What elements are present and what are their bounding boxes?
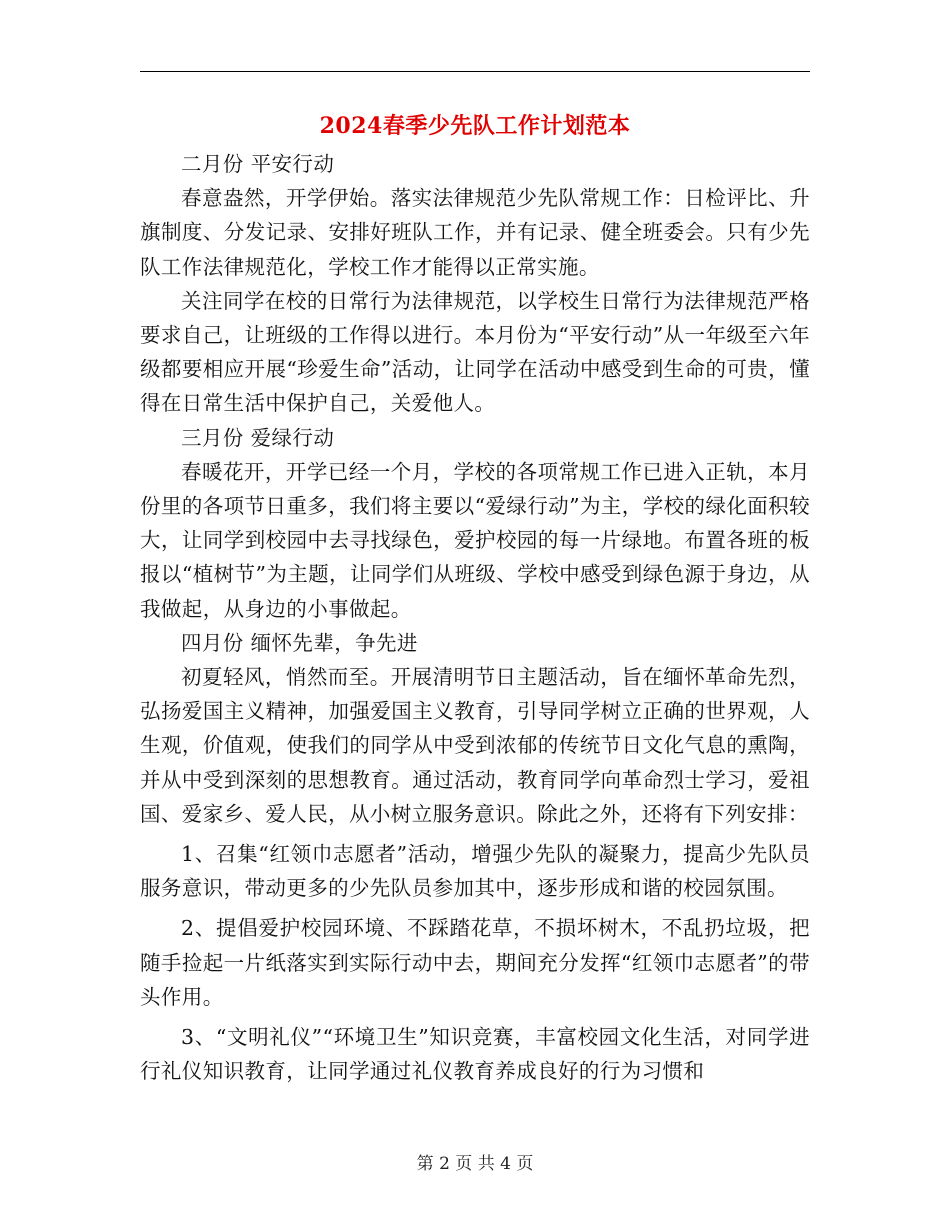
header-rule	[140, 71, 810, 72]
section-heading-march: 三月份 爱绿行动	[181, 425, 335, 450]
page-number-footer: 第 2 页 共 4 页	[416, 1154, 534, 1174]
document-body	[140, 147, 810, 1088]
paragraph: 春暖花开，开学已经一个月，学校的各项常规工作已进入正轨，本月份里的各项节日重多，我们将主要以“爱绿行动”为主，学校的绿化面积较大，让同学到校园中去寻找绿色，爱护校园的每一片绿地。布置各班的板报以“植树节”为主题，让同学们从班级、学校中感受到绿色源于身边，从我做起，从身边的小事做起。	[140, 459, 810, 621]
section-heading-april: 四月份 缅怀先辈，争先进	[181, 630, 418, 655]
paragraph: 春意盎然，开学伊始。落实法律规范少先队常规工作：日检评比、升旗制度、分发记录、安排好班队工作，并有记录、健全班委会。只有少先队工作法律规范化，学校工作才能得以正常实施。	[140, 186, 810, 279]
list-item: 2、提倡爱护校园环境、不踩踏花草，不损坏树木，不乱扔垃圾，把随手捡起一片纸落实到实际行动中去，期间充分发挥“红领巾志愿者”的带头作用。	[140, 916, 810, 1009]
section-heading-february: 二月份 平安行动	[181, 152, 335, 176]
list-item: 3、“文明礼仪”“环境卫生”知识竞赛，丰富校园文化生活，对同学进行礼仪知识教育，让同学通过礼仪教育养成良好的行为习惯和	[140, 1025, 810, 1084]
paragraph: 初夏轻风，悄然而至。开展清明节日主题活动，旨在缅怀革命先烈，弘扬爱国主义精神，加强爱国主义教育，引导同学树立正确的世界观，人生观，价值观，使我们的同学从中受到浓郁的传统节日文化气息的熏陶，并从中受到深刻的思想教育。通过活动，教育同学向革命烈士学习，爱祖国、爱家乡、爱人民，从小树立服务意识。除此之外，还将有下列安排：	[140, 665, 810, 826]
document-title: 2024春季少先队工作计划范本	[319, 113, 631, 139]
list-item: 1、召集“红领巾志愿者”活动，增强少先队的凝聚力，提高少先队员服务意识，带动更多的少先队员参加其中，逐步形成和谐的校园氛围。	[140, 842, 810, 901]
paragraph: 关注同学在校的日常行为法律规范，以学校生日常行为法律规范严格要求自己，让班级的工作得以进行。本月份为“平安行动”从一年级至六年级都要相应开展“珍爱生命”活动，让同学在活动中感受到生命的可贵，懂得在日常生活中保护自己，关爱他人。	[140, 288, 810, 416]
